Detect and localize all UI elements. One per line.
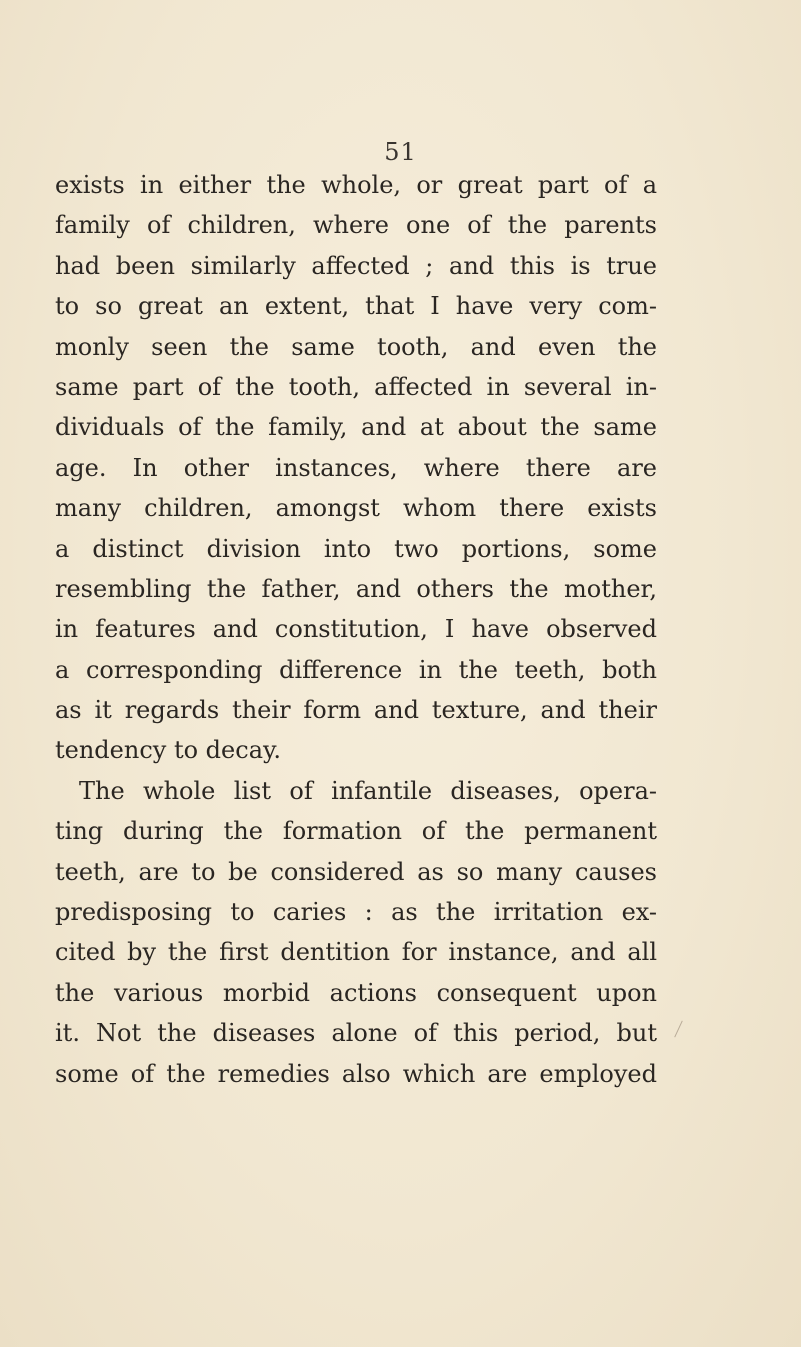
- text-line: many children, amongst whom there exists: [55, 494, 657, 523]
- text-line: teeth, are to be considered as so many causes: [55, 857, 657, 886]
- text-line: exists in either the whole, or great part of a: [55, 171, 657, 199]
- text-line: ting during the formation of the permanent: [55, 817, 657, 846]
- page-number: 51: [384, 138, 417, 166]
- text-line: had been similarly affected ; and this is true: [55, 251, 657, 280]
- text-line: as it regards their form and texture, and their: [55, 696, 657, 725]
- body-text: [55, 165, 657, 1094]
- text-line: a corresponding difference in the teeth, both: [55, 655, 657, 684]
- text-line: some of the remedies also which are employed: [55, 1059, 657, 1088]
- text-line: family of children, where one of the parents: [55, 211, 657, 240]
- margin-mark: [674, 1021, 683, 1038]
- text-line: age. In other instances, where there are: [55, 453, 657, 482]
- text-line: monly seen the same tooth, and even the: [55, 332, 657, 361]
- text-line: predisposing to caries : as the irritation ex-: [55, 898, 657, 927]
- text-line: the various morbid actions consequent upon: [55, 978, 657, 1007]
- text-line: dividuals of the family, and at about the same: [55, 413, 657, 442]
- text-line: same part of the tooth, affected in several in-: [55, 372, 657, 401]
- text-line: it. Not the diseases alone of this period, but: [55, 1019, 657, 1048]
- text-line: in features and constitution, I have observed: [55, 615, 657, 644]
- text-line: resembling the father, and others the mother,: [55, 574, 657, 603]
- text-line: to so great an extent, that I have very com-: [55, 292, 657, 321]
- text-line: The whole list of infantile diseases, opera-: [79, 776, 657, 805]
- text-line: tendency to decay.: [55, 736, 281, 765]
- text-line: cited by the first dentition for instance, and all: [55, 938, 657, 967]
- text-line: a distinct division into two portions, some: [55, 534, 657, 563]
